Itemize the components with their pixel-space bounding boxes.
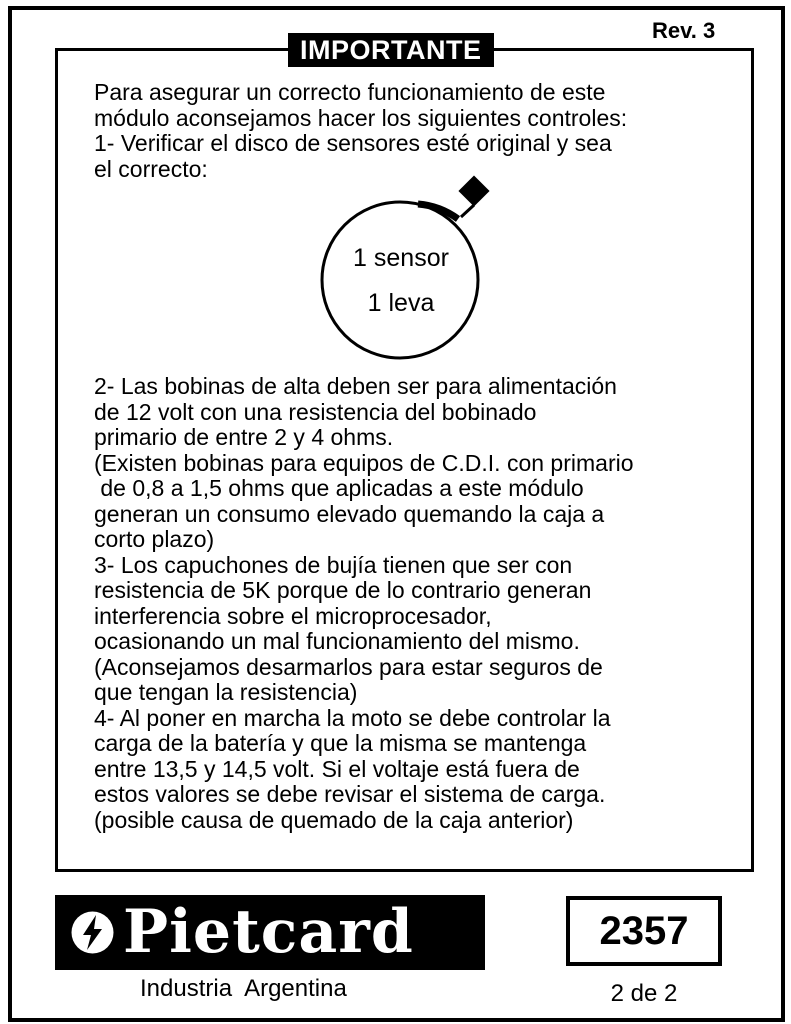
- text-line: el correcto:: [94, 155, 208, 182]
- text-line: 4- Al poner en marcha la moto se debe controlar la: [94, 704, 611, 731]
- text-line: carga de la batería y que la misma se mantenga: [94, 730, 587, 756]
- lightning-bolt-icon: [69, 909, 116, 956]
- text-line: que tengan la resistencia): [94, 679, 358, 705]
- text-line: (posible causa de quemado de la caja anterior): [94, 806, 574, 833]
- origin-label: Industria Argentina: [140, 975, 347, 1002]
- text-line: interferencia sobre el microprocesador,: [94, 602, 492, 629]
- page-number: 2 de 2: [610, 980, 678, 1007]
- cam-lobe-icon: [418, 204, 458, 219]
- text-line: primario de entre 2 y 4 ohms.: [94, 424, 394, 450]
- sensor-icon: [458, 175, 489, 217]
- text-line: de 0,8 a 1,5 ohms que aplicadas a este módulo: [94, 475, 584, 501]
- intro-paragraph: [94, 80, 627, 182]
- text-line: corto plazo): [94, 526, 215, 552]
- text-line: 3- Los capuchones de bujía tienen que ser con: [94, 551, 573, 578]
- text-line: Para asegurar un correcto funcionamiento de este: [94, 79, 606, 105]
- revision-label: Rev. 3: [652, 18, 716, 43]
- checks-paragraph: [94, 374, 634, 833]
- diagram-label-sensor: 1 sensor: [353, 244, 449, 272]
- section-title: IMPORTANTE: [288, 33, 494, 67]
- text-line: 2- Las bobinas de alta deben ser para alimentación: [94, 373, 617, 399]
- text-line: (Aconsejamos desarmarlos para estar seguros de: [94, 653, 603, 680]
- text-line: resistencia de 5K porque de lo contrario generan: [94, 577, 592, 603]
- text-line: generan un consumo elevado quemando la caja a: [94, 500, 605, 527]
- text-line: estos valores se debe revisar el sistema de carga.: [94, 781, 606, 807]
- text-line: ocasionando un mal funcionamiento del mismo.: [94, 628, 580, 654]
- text-line: módulo aconsejamos hacer los siguientes controles:: [94, 104, 628, 131]
- text-line: de 12 volt con una resistencia del bobinado: [94, 398, 537, 425]
- text-line: 1- Verificar el disco de sensores esté original y sea: [94, 130, 612, 156]
- brand-name: Pietcard: [123, 897, 414, 967]
- text-line: entre 13,5 y 14,5 volt. Si el voltaje está fuera de: [94, 755, 580, 782]
- product-code: 2357: [566, 896, 722, 966]
- brand-logo: [55, 895, 485, 970]
- diagram-label-cam: 1 leva: [367, 289, 435, 317]
- text-line: (Existen bobinas para equipos de C.D.I. con primario: [94, 449, 634, 476]
- sensor-disc-icon: [322, 202, 478, 358]
